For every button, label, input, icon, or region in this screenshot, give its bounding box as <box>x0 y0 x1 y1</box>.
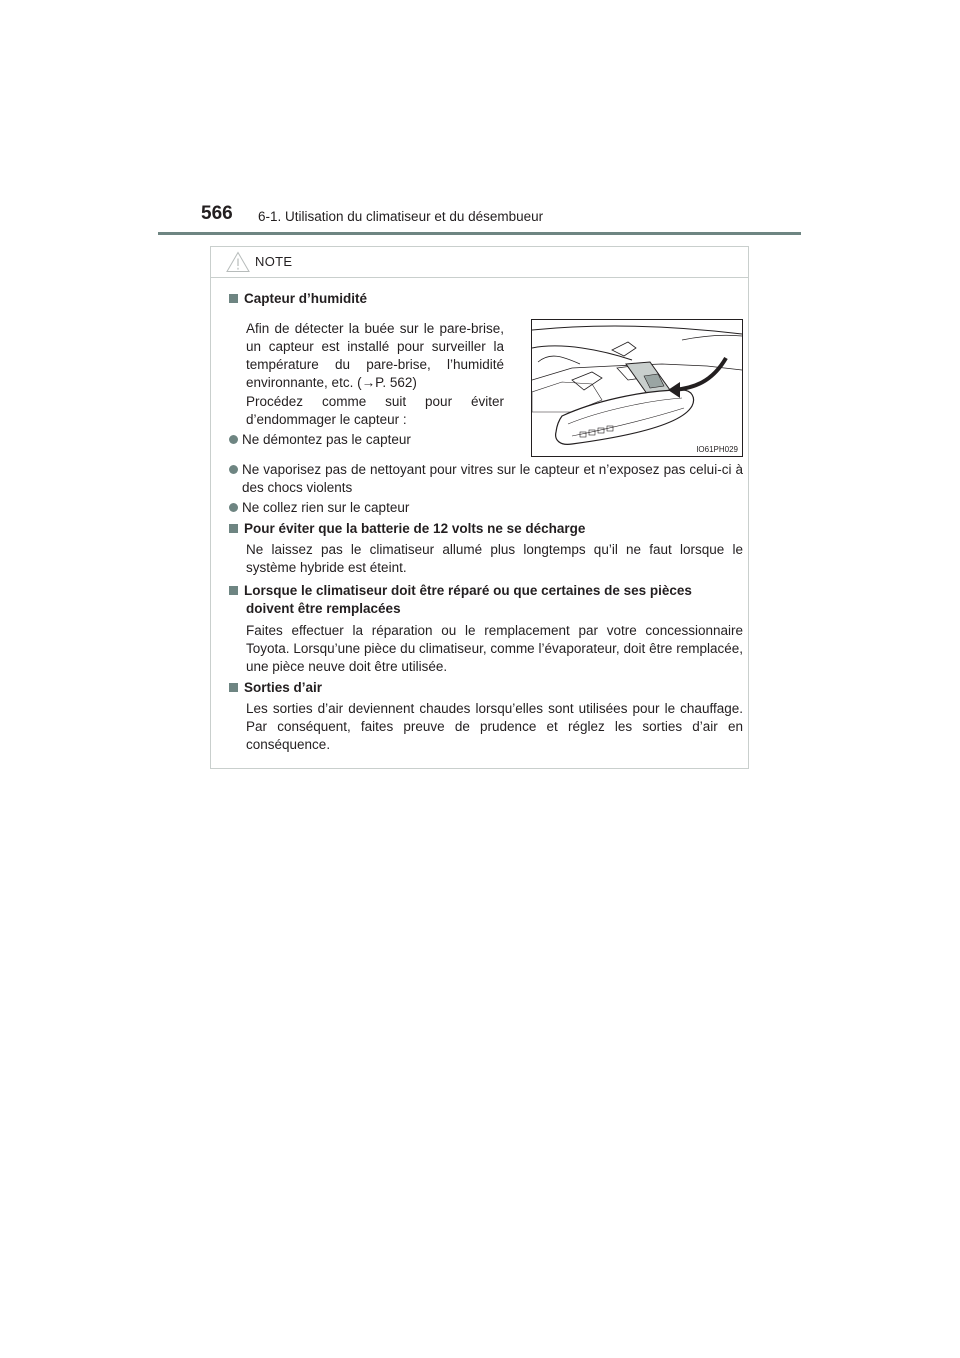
note-box <box>210 246 749 769</box>
note-header <box>211 247 748 278</box>
vents-text: Les sorties d’air deviennent chaudes lorsqu’elles sont utilisées pour le chauffage. Par conséquent, faites preuve de prudence et réglez les sorties d’air en conséquence. <box>246 701 743 752</box>
battery-text: Ne laissez pas le climatiseur allumé plus longtemps qu’il ne faut lorsque le système hybride est éteint. <box>246 542 743 575</box>
circle-bullet-icon <box>229 465 238 474</box>
figure-code: IO61PH029 <box>696 445 738 454</box>
battery-heading <box>229 520 585 538</box>
vents-heading-text: Sorties d’air <box>244 680 323 695</box>
humidity-paragraph-2: Procédez comme suit pour éviter d’endommager le capteur : <box>246 394 504 427</box>
humidity-bullet-1: Ne démontez pas le capteur <box>242 432 411 447</box>
header-rule <box>158 232 801 235</box>
humidity-bullet-2: Ne vaporisez pas de nettoyant pour vitres sur le capteur et n’exposez pas celui-ci à des chocs violents <box>242 462 743 495</box>
humidity-bullet-3: Ne collez rien sur le capteur <box>242 500 410 515</box>
battery-heading-text: Pour éviter que la batterie de 12 volts ne se décharge <box>244 521 586 536</box>
square-bullet-icon <box>229 586 238 595</box>
humidity-paragraph-1: Afin de détecter la buée sur le pare-brise, un capteur est installé pour surveiller la température du pare-brise, l’humidité environnante, etc. (→P. 562) <box>246 321 504 390</box>
warning-triangle-icon <box>226 251 250 273</box>
humidity-heading <box>229 290 367 308</box>
repair-heading <box>229 582 692 600</box>
repair-heading-line1: Lorsque le climatiseur doit être réparé ou que certaines de ses pièces <box>244 583 692 598</box>
sensor-illustration <box>531 319 743 457</box>
humidity-heading-text: Capteur d’humidité <box>244 291 368 306</box>
circle-bullet-icon <box>229 503 238 512</box>
vents-heading <box>229 679 322 697</box>
square-bullet-icon <box>229 683 238 692</box>
circle-bullet-icon <box>229 435 238 444</box>
section-title: 6-1. Utilisation du climatiseur et du désembueur <box>258 209 544 224</box>
sensor-diagram-icon <box>532 320 742 456</box>
repair-heading-line2: doivent être remplacées <box>246 601 401 616</box>
square-bullet-icon <box>229 294 238 303</box>
repair-text: Faites effectuer la réparation ou le remplacement par votre concessionnaire Toyota. Lorsqu’une pièce du climatiseur, comme l’évaporateur, doit être remplacée, une pièce neuve doit être utilisée. <box>246 623 743 674</box>
square-bullet-icon <box>229 524 238 533</box>
page-number: 566 <box>201 203 233 224</box>
note-label: NOTE <box>255 254 293 269</box>
